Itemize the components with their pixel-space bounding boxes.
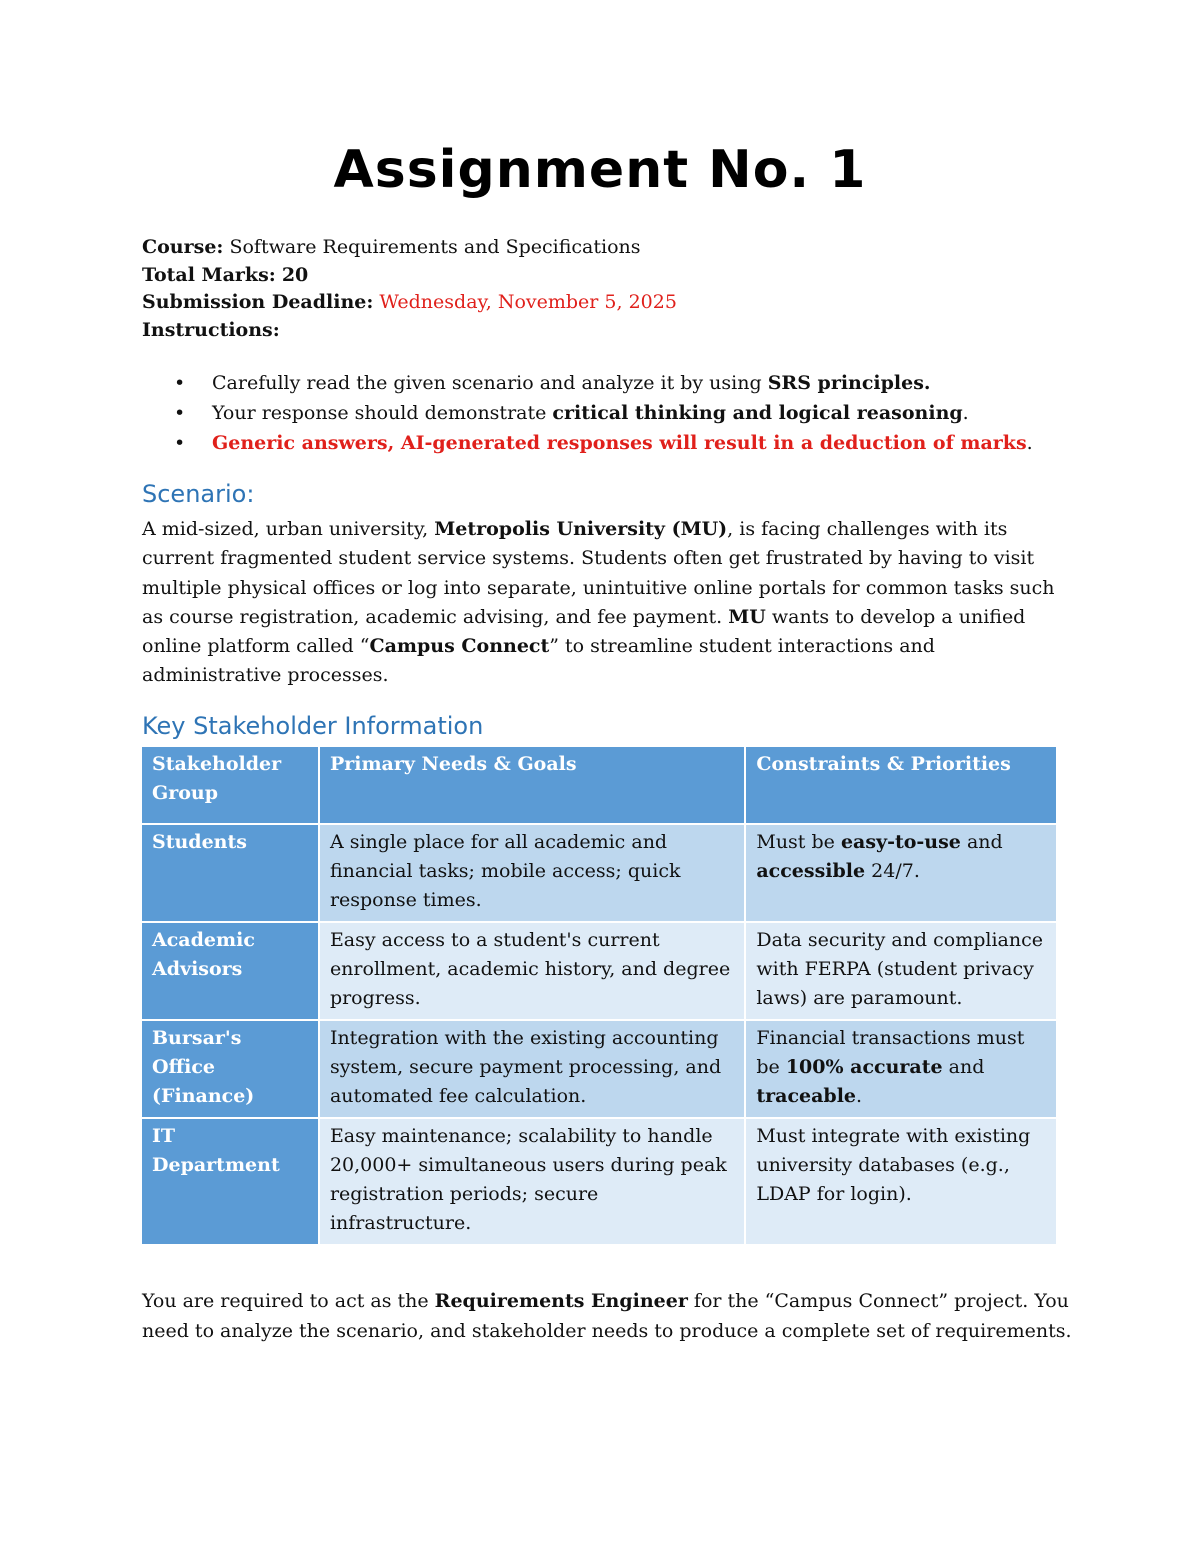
table-header: Constraints & Priorities: [745, 747, 1057, 824]
bullet-icon: •: [174, 432, 186, 454]
stakeholder-group: IT Department: [142, 1118, 319, 1245]
constraints-cell: Financial transactions must be 100% accurate and traceable.: [745, 1020, 1057, 1118]
assignment-meta: [142, 234, 677, 344]
list-item: • Your response should demonstrate critical thinking and logical reasoning.: [142, 398, 1082, 428]
marks-value: 20: [281, 263, 309, 286]
scenario-paragraph: A mid-sized, urban university, Metropolis University (MU), is facing challenges with its current fragmented student service systems. Students often get frustrated by having to visit multiple physical offices or log into separate, unintuitive online portals for common tasks such as course registration, academic advising, and fee payment. MU wants to develop a unified online platform called “Campus Connect” to streamline student interactions and administrative processes.: [142, 518, 1055, 687]
course-label: Course:: [142, 236, 224, 258]
constraints-cell: Data security and compliance with FERPA (student privacy laws) are paramount.: [745, 922, 1057, 1020]
table-row: [142, 824, 1057, 922]
stakeholder-group: Academic Advisors: [142, 922, 319, 1020]
needs-cell: Integration with the existing accounting system, secure payment processing, and automated fee calculation.: [319, 1020, 745, 1118]
table-header: Primary Needs & Goals: [319, 747, 745, 824]
needs-cell: A single place for all academic and financial tasks; mobile access; quick response times.: [319, 824, 745, 922]
stakeholder-heading: Key Stakeholder Information: [142, 712, 484, 740]
constraints-cell: Must integrate with existing university databases (e.g., LDAP for login).: [745, 1118, 1057, 1245]
bullet-icon: •: [174, 402, 186, 424]
instructions-label: Instructions:: [142, 318, 280, 341]
stakeholder-group: Bursar's Office (Finance): [142, 1020, 319, 1118]
constraints-cell: Must be easy-to-use and accessible 24/7.: [745, 824, 1057, 922]
table-row: [142, 922, 1057, 1020]
bullet-icon: •: [174, 372, 186, 394]
closing-paragraph: You are required to act as the Requirements Engineer for the “Campus Connect” project. You need to analyze the scenario, and stakeholder needs to produce a complete set of requirements.: [142, 1290, 1072, 1342]
table-header: Stakeholder Group: [142, 747, 319, 824]
instructions-list: [142, 368, 1082, 458]
deadline-line: [142, 289, 677, 317]
course-line: [142, 234, 677, 262]
table-row: [142, 1118, 1057, 1245]
stakeholder-table: [142, 747, 1058, 1246]
page-title: Assignment No. 1: [333, 140, 867, 200]
needs-cell: Easy maintenance; scalability to handle 20,000+ simultaneous users during peak registration periods; secure infrastructure.: [319, 1118, 745, 1245]
deadline-value: Wednesday, November 5, 2025: [379, 291, 677, 313]
scenario-heading: Scenario:: [142, 480, 255, 508]
course-value: Software Requirements and Specifications: [229, 236, 641, 258]
needs-cell: Easy access to a student's current enrollment, academic history, and degree progress.: [319, 922, 745, 1020]
stakeholder-group: Students: [142, 824, 319, 922]
marks-label: Total Marks:: [142, 263, 276, 286]
marks-line: [142, 262, 677, 290]
list-item: • Generic answers, AI-generated responses will result in a deduction of marks.: [142, 428, 1082, 458]
table-row: [142, 1020, 1057, 1118]
list-item: • Carefully read the given scenario and analyze it by using SRS principles.: [142, 368, 1082, 398]
table-header-row: [142, 747, 1057, 824]
instructions-line: [142, 317, 677, 345]
deadline-label: Submission Deadline:: [142, 291, 374, 313]
